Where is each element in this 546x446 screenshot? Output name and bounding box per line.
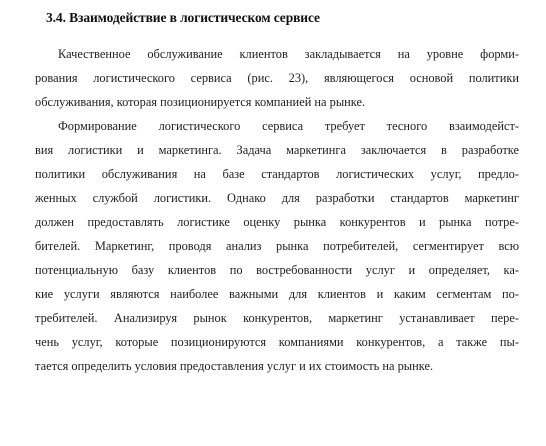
paragraph-line: Формирование логистического сервиса требует тесного взаимодейст- (58, 119, 519, 133)
paragraph-line: потенциальную базу клиентов по востребованности услуг и определяет, ка- (35, 263, 519, 277)
paragraph-line: чень услуг, которые позиционируются компаниями конкурентов, а также пы- (35, 335, 519, 349)
paragraph-line: должен предоставлять логистике оценку рынка конкурентов и рынка потре- (35, 215, 519, 229)
paragraph-line: рования логистического сервиса (рис. 23), являющегося основой политики (35, 71, 519, 85)
paragraph-line: вия логистики и маркетинга. Задача маркетинга заключается в разработке (35, 143, 519, 157)
paragraph-line: политики обслуживания на базе стандартов логистических услуг, предло- (35, 167, 519, 181)
paragraph-line: женных службой логистики. Однако для разработки стандартов маркетинг (35, 191, 519, 205)
paragraph-line: требителей. Анализируя рынок конкурентов, маркетинг устанавливает пере- (35, 311, 519, 325)
paragraph-line: кие услуги являются наиболее важными для клиентов и каким сегментам по- (35, 287, 519, 301)
paragraph-line: тается определить условия предоставления услуг и их стоимость на рынке. (35, 359, 434, 373)
paragraph-line: обслуживания, которая позиционируется компанией на рынке. (35, 95, 366, 109)
paragraph-line: бителей. Маркетинг, проводя анализ рынка потребителей, сегментирует всю (35, 239, 519, 253)
section-heading: 3.4. Взаимодействие в логистическом сервисе (46, 10, 320, 25)
paragraph-line: Качественное обслуживание клиентов закладывается на уровне форми- (58, 47, 519, 61)
